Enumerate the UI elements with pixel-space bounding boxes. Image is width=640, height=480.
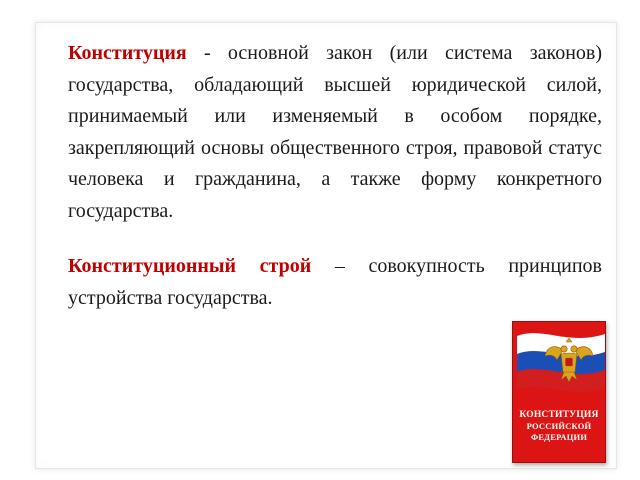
- book-title-line-3: ФЕДЕРАЦИИ: [530, 432, 588, 442]
- book-title-line-2: РОССИЙСКОЙ: [526, 421, 592, 431]
- definition-constitution-text: - основной закон (или система законов) государства, обладающий высшей юридической силой, принимаемый или изменяемый в особом порядке, закрепляющий основы общественного строя, правовой статус человека и гражданина, а также форму конкретного государства.: [68, 42, 602, 222]
- definition-constitutional-order: [68, 251, 602, 314]
- term-constitution: Конституция: [68, 42, 187, 64]
- term-constitutional-order: Конституционный строй: [68, 255, 312, 277]
- russian-flag-icon: [513, 322, 605, 402]
- slide-content: [68, 38, 602, 314]
- definition-constitutional-order-text: – совокупность принципов устройства государства.: [68, 255, 602, 309]
- constitution-book-image: [512, 321, 606, 463]
- book-title-line-1: КОНСТИТУЦИЯ: [519, 410, 599, 420]
- definition-constitution: [68, 38, 602, 227]
- book-title: [513, 410, 605, 443]
